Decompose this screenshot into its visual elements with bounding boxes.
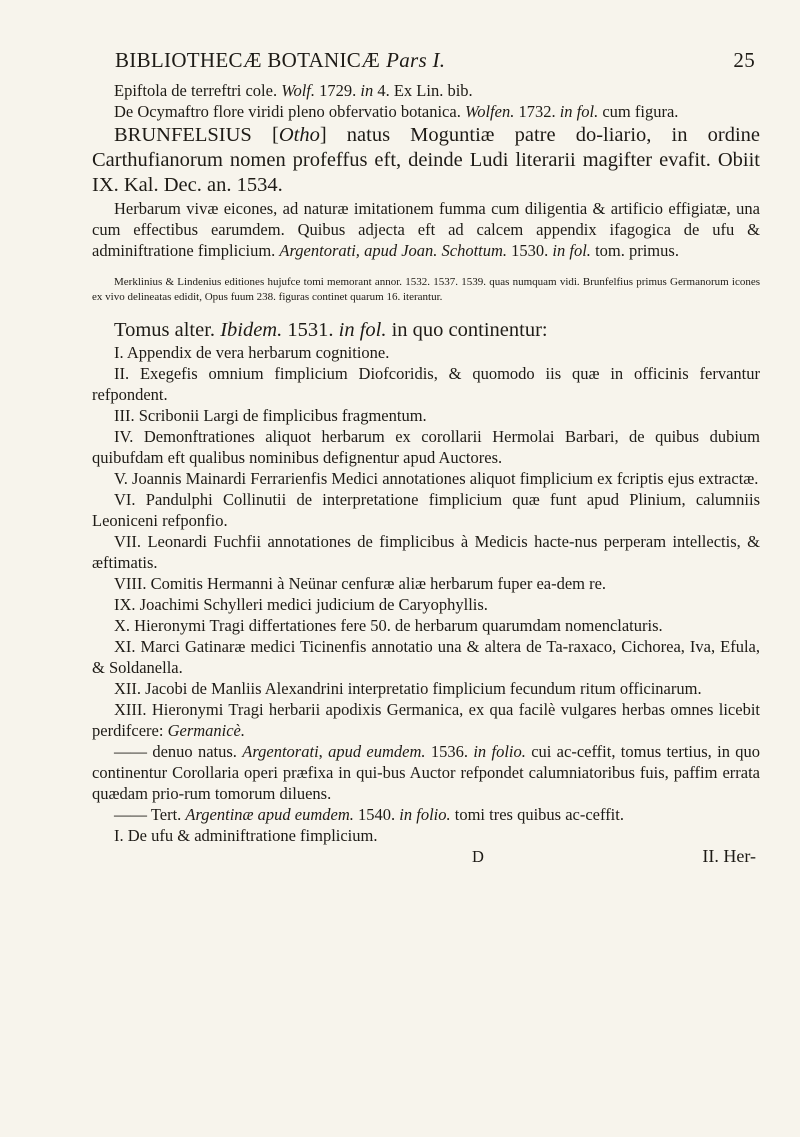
- content-item: I. De ufu & adminiftratione fimplicium.: [114, 826, 378, 845]
- editorial-note: Merklinius & Lindenius editiones hujufce tomi memorant annor. 1532. 1537. 1539. quas numquam vidi. Brunfelfius primus Germanorum icones ex vivo delineatas edidit, Opus fuum 238. figuras continet quarum 16. iterantur.: [92, 276, 760, 303]
- content-item: I. Appendix de vera herbarum cognitione.: [114, 343, 390, 362]
- page-footer: [92, 846, 760, 867]
- content-item: III. Scribonii Largi de fimplicibus fragmentum.: [114, 406, 427, 425]
- content-item: X. Hieronymi Tragi differtationes fere 50. de herbarum quarumdam nomenclaturis.: [114, 616, 663, 635]
- content-item: VII. Leonardi Fuchfii annotationes de fimplicibus à Medicis hacte-nus perperam intellectis, & æftimatis.: [92, 532, 760, 572]
- entry-tert: —— Tert. Argentinæ apud eumdem. 1540. in folio. tomi tres quibus ac-ceffit.: [114, 805, 624, 824]
- content-item: XI. Marci Gatinaræ medici Ticinenfis annotatio una & altera de Ta-raxaco, Cichorea, Iva, Efula, & Soldanella.: [92, 637, 760, 677]
- content-item: XII. Jacobi de Manliis Alexandrini interpretatio fimplicium fecundum ritum officinarum.: [114, 679, 702, 698]
- author-heading-brunfelsius: BRUNFELSIUS [Otho] natus Moguntiæ patre do-liario, in ordine Carthufianorum nomen profeffus eft, deinde Ludi literarii magifter evafit. Obiit IX. Kal. Dec. an. 1534.: [92, 124, 760, 196]
- running-header: [105, 48, 755, 78]
- content-item: IX. Joachimi Schylleri medici judicium de Caryophyllis.: [114, 595, 488, 614]
- content-item: IV. Demonftrationes aliquot herbarum ex corollarii Hermolai Barbari, de quibus dubium quibufdam eft qualibus nominibus defignentur apud Auctores.: [92, 427, 760, 467]
- catchword: II. Her-: [702, 846, 756, 866]
- page-body: [92, 80, 760, 867]
- entry-ocymastro: De Ocymaftro flore viridi pleno obfervatio botanica. Wolfen. 1732. in fol. cum figura.: [114, 102, 679, 121]
- content-item: II. Exegefis omnium fimplicium Diofcoridis, & quomodo iis quæ in officinis fervantur refpondent.: [92, 364, 760, 404]
- entry-epistola: Epiftola de terreftri cole. Wolf. 1729. in 4. Ex Lin. bib.: [114, 81, 473, 100]
- content-item: VI. Pandulphi Collinutii de interpretatione fimplicium quæ funt apud Plinium, calumniis Leoniceni refponfio.: [92, 490, 760, 530]
- entry-denuo-natus: —— denuo natus. Argentorati, apud eumdem. 1536. in folio. cui ac-ceffit, tomus tertius, in quo continentur Corollaria operi præfixa in qui-bus Auctor refpondet calumniatoribus fuis, paffim errata quædam prio-rum tomorum diluens.: [92, 742, 761, 803]
- content-item: VIII. Comitis Hermanni à Neünar cenfuræ aliæ herbarum fuper ea-dem re.: [114, 574, 607, 593]
- page-number: 25: [733, 48, 755, 72]
- entry-herbarum: Herbarum vivæ eicones, ad naturæ imitationem fumma cum diligentia & artificio effigiatæ, una cum effectibus earumdem. Quibus adjecta eft ad calcem appendix ifagogica de ufu & adminiftratione fimplicium. Argentorati, apud Joan. Schottum. 1530. in fol. tom. primus.: [92, 199, 760, 260]
- content-item: XIII. Hieronymi Tragi herbarii apodixis Germanica, ex qua facilè vulgares herbas omnes licebit perdifcere: Germanicè.: [92, 700, 760, 740]
- signature-mark: D: [472, 847, 484, 866]
- content-item: V. Joannis Mainardi Ferrarienfis Medici annotationes aliquot fimplicium ex fcriptis ejus extractæ.: [114, 469, 759, 488]
- header-title: BIBLIOTHECÆ BOTANICÆ Pars I.: [115, 48, 446, 72]
- entry-tomus-alter: Tomus alter. Ibidem. 1531. in fol. in quo continentur:: [114, 319, 548, 341]
- header-part: Pars I.: [386, 48, 446, 72]
